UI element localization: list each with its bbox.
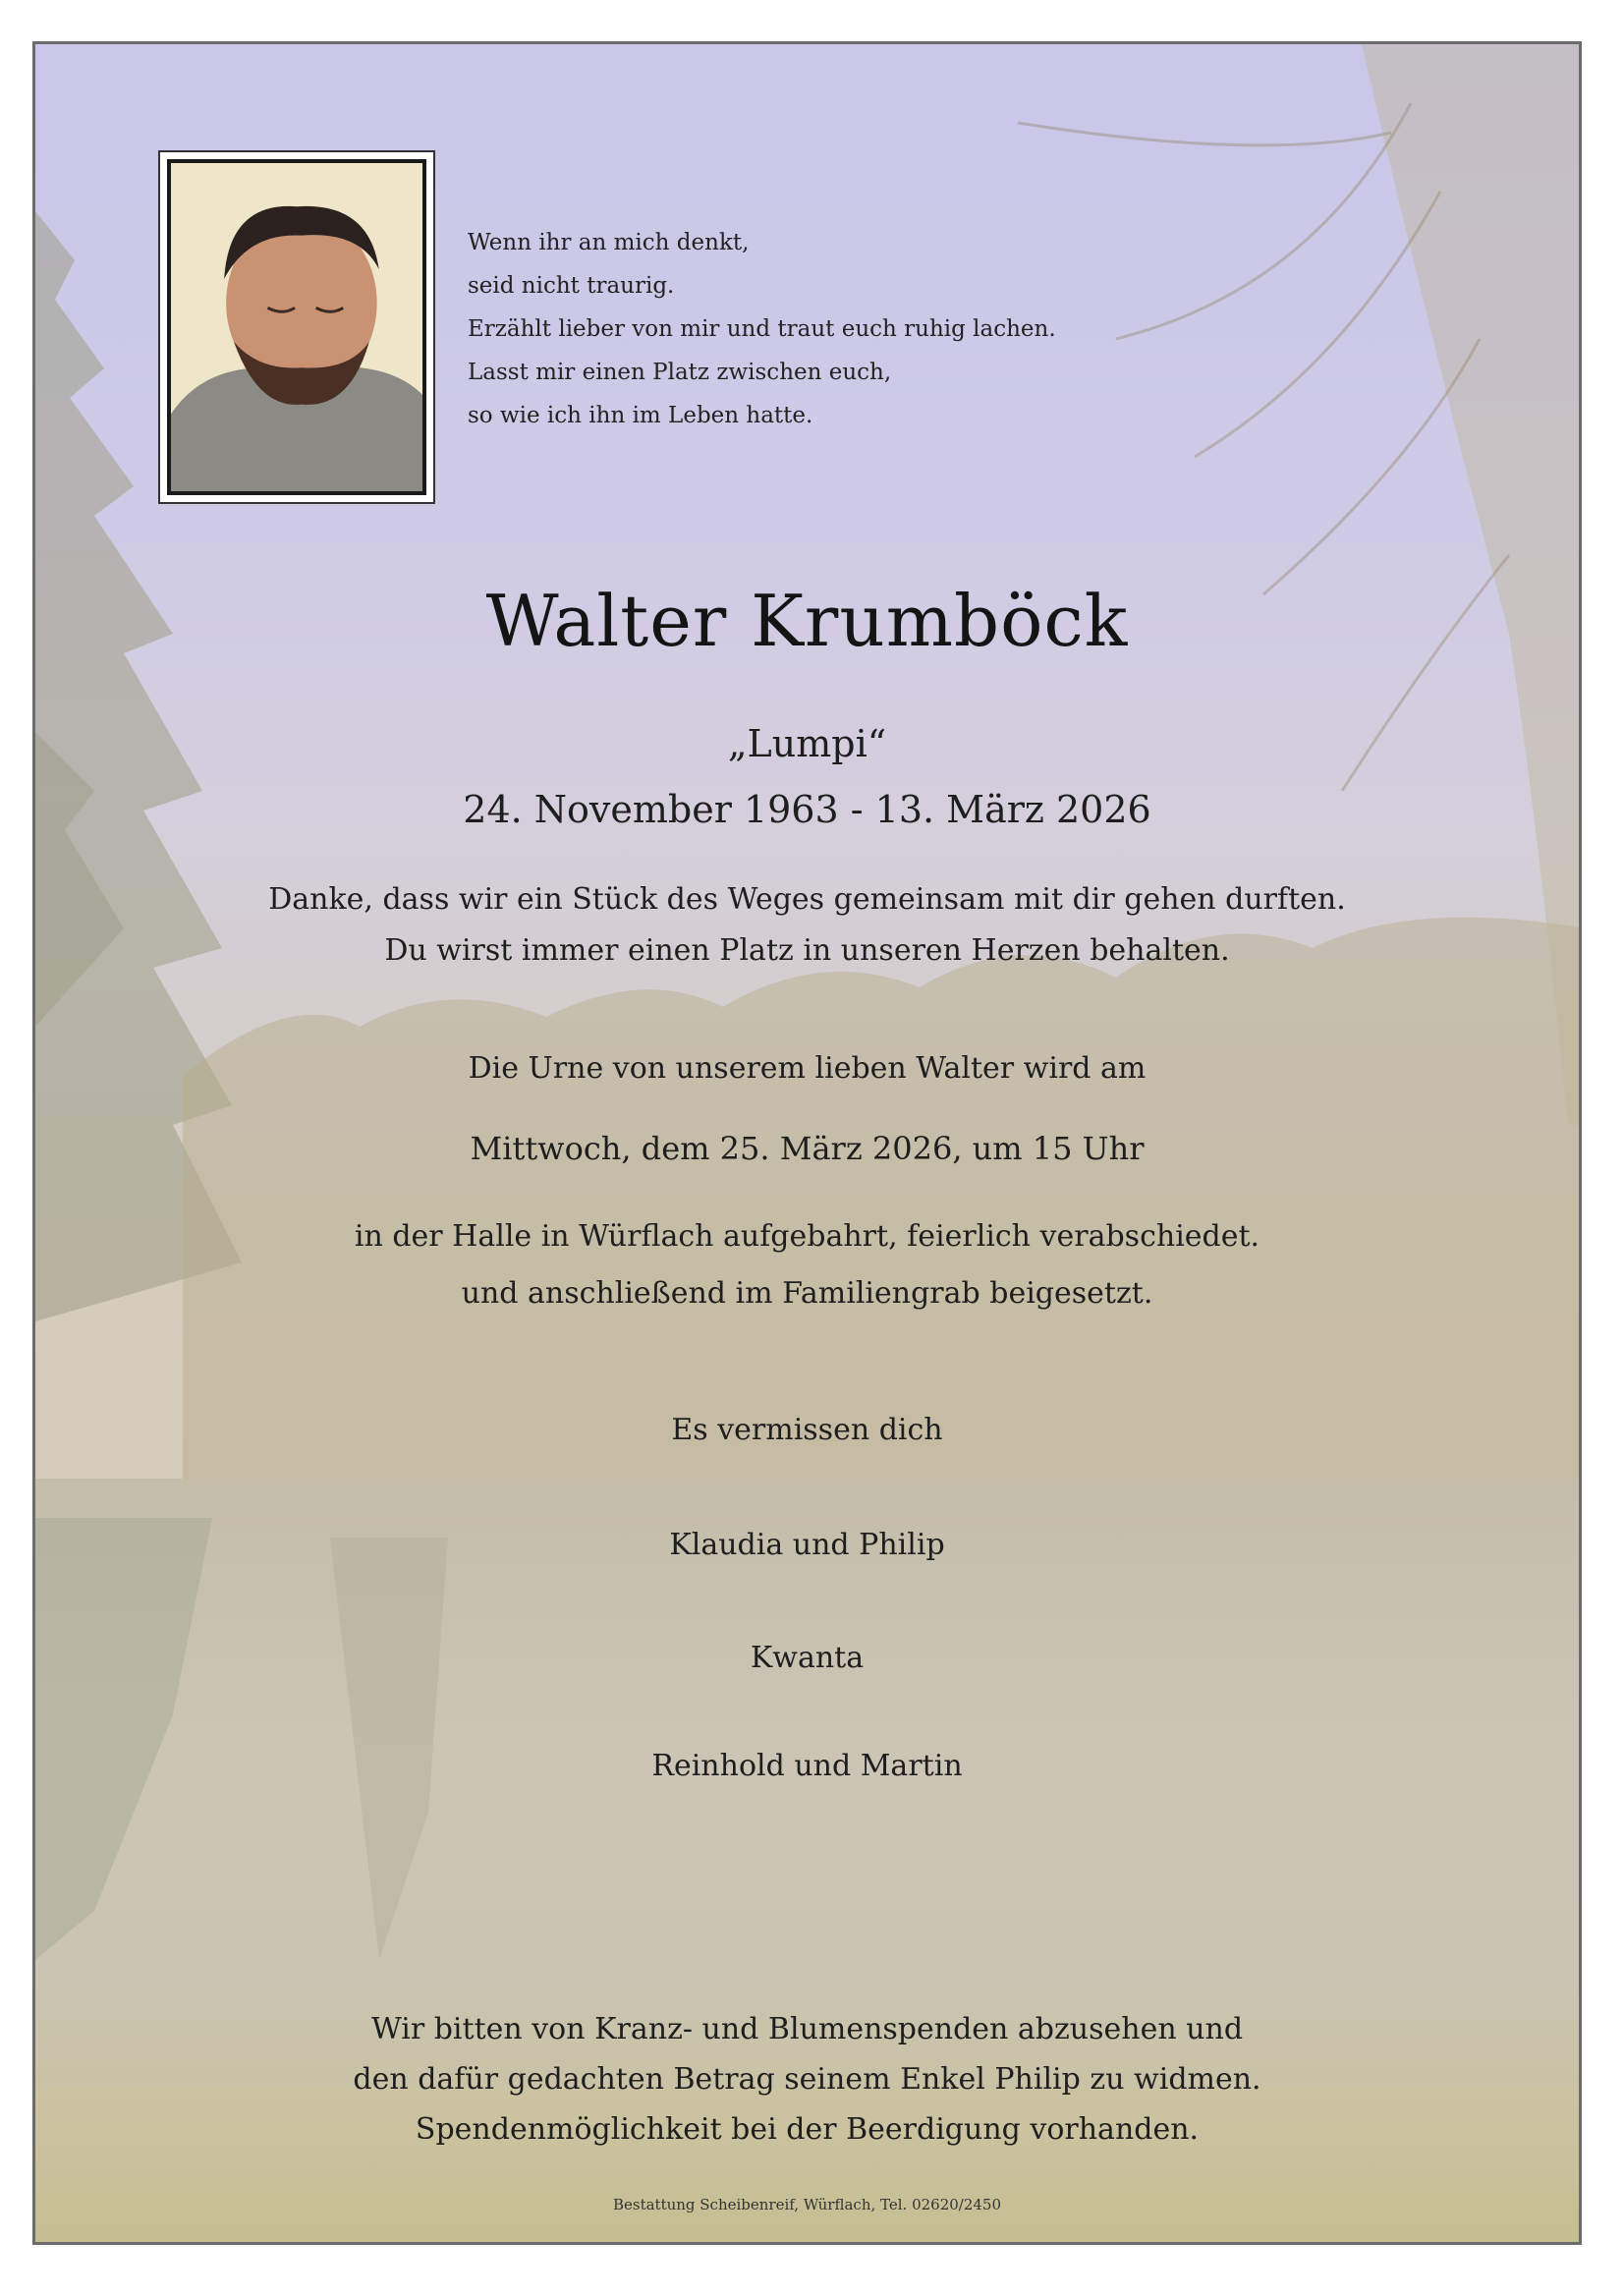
announcement-details (35, 1208, 1579, 1322)
mourner: Reinhold und Martin (651, 1749, 963, 1783)
poem-line: seid nicht traurig. (468, 273, 675, 299)
portrait-photo (167, 159, 426, 495)
announcement-line: in der Halle in Würflach aufgebahrt, feierlich verabschiedet. (354, 1219, 1260, 1254)
mourner: Kwanta (750, 1641, 865, 1675)
poem (468, 221, 1136, 437)
nickname: „Lumpi“ (727, 722, 887, 765)
deceased-name: Walter Krumböck (485, 580, 1129, 662)
thanks-text (35, 874, 1579, 977)
life-dates: 24. November 1963 - 13. März 2026 (463, 788, 1151, 831)
donation-note (35, 2004, 1579, 2155)
mourner: Klaudia und Philip (669, 1528, 945, 1562)
poem-line: Erzählt lieber von mir und traut euch ruhig lachen. (468, 316, 1056, 342)
funeral-home-footer: Bestattung Scheibenreif, Würflach, Tel. 02620/2450 (612, 2196, 1002, 2213)
announcement-line: und anschließend im Familiengrab beigesetzt. (461, 1276, 1153, 1311)
donation-line: den dafür gedachten Betrag seinem Enkel Philip zu widmen. (353, 2062, 1261, 2097)
missed-by-heading: Es vermissen dich (671, 1413, 943, 1447)
donation-line: Spendenmöglichkeit bei der Beerdigung vorhanden. (415, 2112, 1200, 2147)
poem-line: so wie ich ihn im Leben hatte. (468, 403, 813, 428)
announcement-line: Die Urne von unserem lieben Walter wird am (468, 1051, 1147, 1086)
donation-line: Wir bitten von Kranz- und Blumenspenden abzusehen und (370, 2012, 1244, 2046)
service-date: Mittwoch, dem 25. März 2026, um 15 Uhr (470, 1130, 1145, 1167)
thanks-line: Danke, dass wir ein Stück des Weges gemeinsam mit dir gehen durften. (268, 882, 1346, 917)
obituary-card (32, 41, 1582, 2245)
poem-line: Wenn ihr an mich denkt, (468, 230, 750, 255)
poem-line: Lasst mir einen Platz zwischen euch, (468, 360, 892, 385)
thanks-line: Du wirst immer einen Platz in unseren Herzen behalten. (384, 933, 1230, 968)
portrait-frame (158, 150, 435, 504)
